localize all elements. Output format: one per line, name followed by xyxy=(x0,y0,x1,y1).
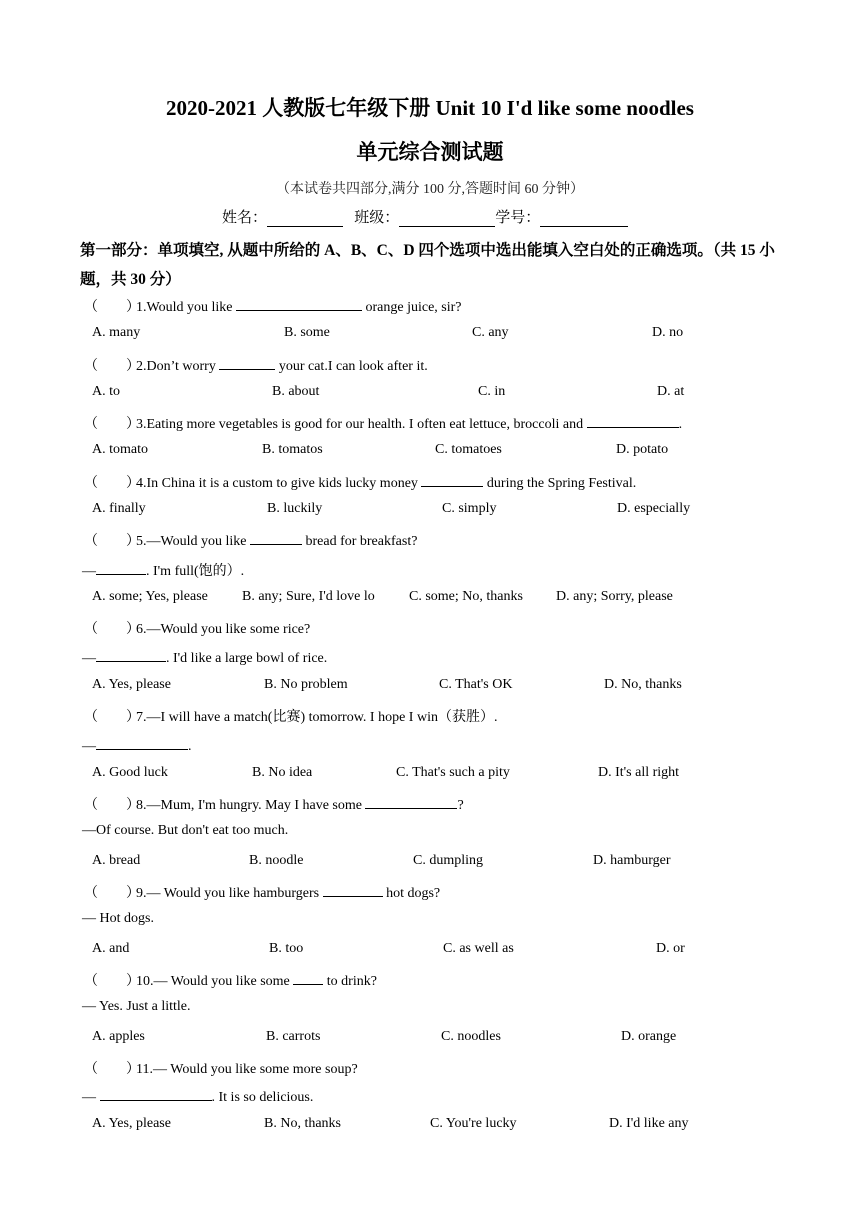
option-d[interactable]: D. orange xyxy=(621,1029,677,1044)
option-a[interactable]: A. bread xyxy=(92,853,141,868)
option-b[interactable]: B. any; Sure, I'd love lo xyxy=(242,589,375,604)
option-a[interactable]: A. to xyxy=(92,384,120,399)
option-c[interactable]: C. That's OK xyxy=(439,677,513,692)
options-10 xyxy=(92,1029,792,1049)
name-blank[interactable] xyxy=(267,211,343,227)
option-a[interactable]: A. and xyxy=(92,941,130,956)
blank xyxy=(323,883,383,897)
option-d[interactable]: D. hamburger xyxy=(593,853,671,868)
answer-paren[interactable]: （ ） xyxy=(84,300,140,315)
answer-paren[interactable]: （ ） xyxy=(84,534,140,549)
option-a[interactable]: A. tomato xyxy=(92,442,148,457)
question-9: （ ）9.— Would you like hamburgers hot dogs? xyxy=(84,882,440,902)
answer-paren[interactable]: （ ） xyxy=(84,1062,140,1077)
options-9 xyxy=(92,941,792,961)
option-d[interactable]: D. no xyxy=(652,325,684,340)
option-a[interactable]: A. finally xyxy=(92,501,146,516)
exam-note: （本试卷共四部分,满分 100 分,答题时间 60 分钟） xyxy=(276,182,584,197)
option-b[interactable]: B. noodle xyxy=(249,853,304,868)
blank xyxy=(250,531,302,545)
reply-8: —Of course. But don't eat too much. xyxy=(82,823,289,838)
reply-6: — . I'd like a large bowl of rice. xyxy=(82,648,327,667)
name-label: 姓名： xyxy=(222,210,268,226)
option-d[interactable]: D. at xyxy=(657,384,685,399)
option-d[interactable]: D. I'd like any xyxy=(609,1116,689,1131)
option-a[interactable]: A. Good luck xyxy=(92,765,168,780)
question-5: （ ）5.—Would you like bread for breakfast? xyxy=(84,530,417,550)
blank xyxy=(96,736,188,750)
option-c[interactable]: C. You're lucky xyxy=(430,1116,517,1131)
option-d[interactable]: D. It's all right xyxy=(598,765,680,780)
page-subtitle: 单元综合测试题 xyxy=(356,140,504,164)
options-7 xyxy=(92,765,792,785)
question-8: （ ）8.—Mum, I'm hungry. May I have some ? xyxy=(84,794,464,814)
page-title: 2020-2021 人教版七年级下册 Unit 10 I'd like some noodles xyxy=(166,96,694,120)
blank xyxy=(236,297,362,311)
blank xyxy=(587,414,679,428)
option-b[interactable]: B. No problem xyxy=(264,677,348,692)
answer-paren[interactable]: （ ） xyxy=(84,886,140,901)
option-c[interactable]: C. any xyxy=(472,325,509,340)
question-7: （ ）7.—I will have a match(比赛) tomorrow. I hope I win（获胜）. xyxy=(84,706,497,726)
options-8 xyxy=(92,853,792,873)
class-blank[interactable] xyxy=(399,211,495,227)
blank xyxy=(100,1087,212,1101)
reply-5: — . I'm full(饱的）. xyxy=(82,560,244,580)
answer-paren[interactable]: （ ） xyxy=(84,476,140,491)
question-2: （ ）2.Don’t worry your cat.I can look after it. xyxy=(84,355,428,375)
option-d[interactable]: D. No, thanks xyxy=(604,677,682,692)
options-5 xyxy=(92,589,792,609)
reply-10: — Yes. Just a little. xyxy=(82,999,191,1014)
option-c[interactable]: C. some; No, thanks xyxy=(409,589,523,604)
answer-paren[interactable]: （ ） xyxy=(84,359,140,374)
option-b[interactable]: B. too xyxy=(269,941,304,956)
option-a[interactable]: A. Yes, please xyxy=(92,677,171,692)
blank xyxy=(96,561,146,575)
option-c[interactable]: C. in xyxy=(478,384,506,399)
question-3: （ ）3.Eating more vegetables is good for our health. I often eat lettuce, broccoli and . xyxy=(84,413,682,433)
option-b[interactable]: B. some xyxy=(284,325,330,340)
option-b[interactable]: B. carrots xyxy=(266,1029,321,1044)
option-a[interactable]: A. apples xyxy=(92,1029,145,1044)
question-1: （ ）1.Would you like orange juice, sir? xyxy=(84,296,462,316)
reply-9: — Hot dogs. xyxy=(82,911,154,926)
option-d[interactable]: D. especially xyxy=(617,501,691,516)
blank xyxy=(365,795,457,809)
option-c[interactable]: C. tomatoes xyxy=(435,442,502,457)
option-c[interactable]: C. That's such a pity xyxy=(396,765,510,780)
option-b[interactable]: B. tomatos xyxy=(262,442,323,457)
option-c[interactable]: C. as well as xyxy=(443,941,514,956)
answer-paren[interactable]: （ ） xyxy=(84,798,140,813)
answer-paren[interactable]: （ ） xyxy=(84,622,140,637)
reply-7: — . xyxy=(82,736,192,755)
answer-paren[interactable]: （ ） xyxy=(84,417,140,432)
option-b[interactable]: B. luckily xyxy=(267,501,323,516)
student-info-row xyxy=(222,206,628,227)
option-c[interactable]: C. simply xyxy=(442,501,497,516)
options-2 xyxy=(92,384,792,404)
blank xyxy=(421,473,483,487)
reply-11: — . It is so delicious. xyxy=(82,1087,313,1106)
options-11 xyxy=(92,1116,792,1136)
blank xyxy=(293,971,323,985)
section-heading: 第一部分：单项填空, 从题中所给的 A、B、C、D 四个选项中选出能填入空白处的正确选项。（共 15 小题，共 30 分） xyxy=(80,242,775,288)
question-10: （ ）10.— Would you like some to drink? xyxy=(84,970,377,990)
option-c[interactable]: C. dumpling xyxy=(413,853,484,868)
class-label: 班级： xyxy=(354,210,400,226)
question-6: （ ）6.—Would you like some rice? xyxy=(84,618,310,638)
option-a[interactable]: A. Yes, please xyxy=(92,1116,171,1131)
blank xyxy=(219,356,275,370)
number-label: 学号： xyxy=(495,210,541,226)
option-a[interactable]: A. some; Yes, please xyxy=(92,589,208,604)
answer-paren[interactable]: （ ） xyxy=(84,710,140,725)
question-4: （ ）4.In China it is a custom to give kids lucky money during the Spring Festival. xyxy=(84,472,636,492)
option-a[interactable]: A. many xyxy=(92,325,141,340)
option-b[interactable]: B. No, thanks xyxy=(264,1116,341,1131)
question-11: （ ）11.— Would you like some more soup? xyxy=(84,1058,358,1078)
option-d[interactable]: D. any; Sorry, please xyxy=(556,589,673,604)
options-1 xyxy=(92,325,792,345)
option-d[interactable]: D. potato xyxy=(616,442,669,457)
options-4 xyxy=(92,501,792,521)
number-blank[interactable] xyxy=(540,211,628,227)
option-c[interactable]: C. noodles xyxy=(441,1029,501,1044)
options-3 xyxy=(92,442,792,462)
options-6 xyxy=(92,677,792,697)
blank xyxy=(96,648,166,662)
option-b[interactable]: B. about xyxy=(272,384,320,399)
option-d[interactable]: D. or xyxy=(656,941,685,956)
option-b[interactable]: B. No idea xyxy=(252,765,313,780)
answer-paren[interactable]: （ ） xyxy=(84,974,140,989)
